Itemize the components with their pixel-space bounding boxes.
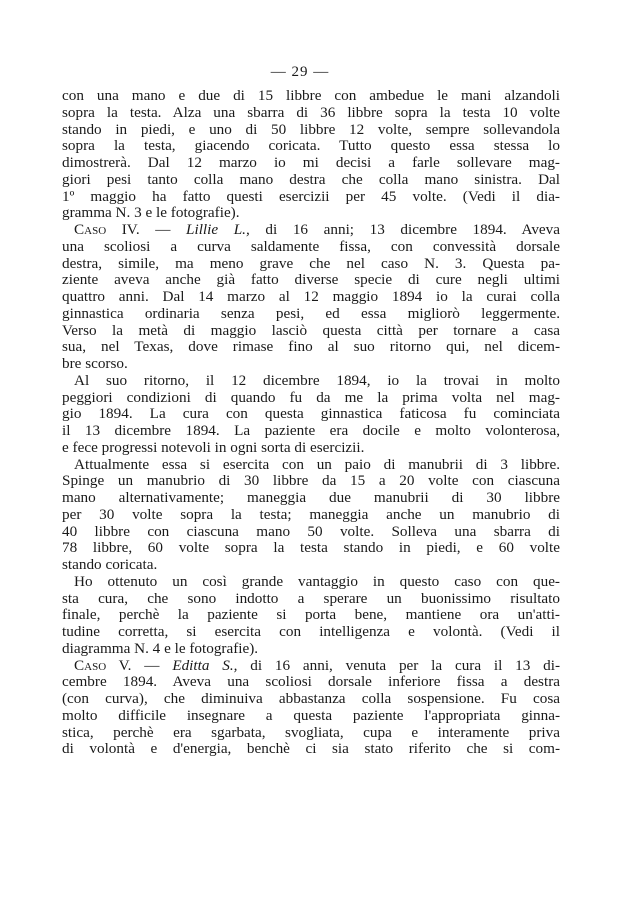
text-line: Ho ottenuto un così grande vantaggio in questo caso con que- [74, 572, 560, 590]
page-number: — 29 — [270, 64, 330, 80]
case-heading-v [62, 658, 560, 675]
text-line: ziente aveva anche già fatto diverse specie di cure negli ultimi [62, 271, 560, 289]
text-line: sta cura, che sono indotto a sperare un buonissimo risultato [62, 589, 560, 607]
case-label: Caso IV. — [74, 221, 171, 238]
case-label: Caso V. — [74, 656, 160, 674]
text-line: stando coricata. [62, 556, 158, 573]
text-line: dimostrerà. Dal 12 marzo io mi decisi a farle sollevare mag- [62, 154, 560, 171]
patient-name: Editta S., [172, 656, 238, 674]
body-text [62, 88, 560, 758]
text-line: molto difficile insegnare a questa paziente l'appropriata ginna- [62, 706, 560, 724]
text-line: cembre 1894. Aveva una scoliosi dorsale inferiore fissa a destra [62, 673, 560, 691]
text-line: mano alternativamente; maneggia due manubrii di 30 libbre [62, 489, 560, 506]
text-line: quattro anni. Dal 14 marzo al 12 maggio 1894 io la curai colla [62, 288, 560, 305]
text-line: peggiori condizioni di quando fu da me la prima volta nel mag- [62, 388, 560, 406]
text-line: gramma N. 3 e le fotografie). [62, 204, 240, 222]
text-line: il 13 dicembre 1894. La paziente era docile e molto volonterosa, [62, 422, 560, 439]
text-line: bre scorso. [62, 355, 128, 372]
text-line: gio 1894. La cura con questa ginnastica faticosa fu cominciata [62, 405, 560, 423]
text-line: sopra la testa, giacendo coricata. Tutto questo essa stessa lo [62, 137, 560, 155]
case-text: di 16 anni, venuta per la cura il 13 di- [250, 656, 561, 674]
text-line: Spinge un manubrio di 30 libbre da 15 a 20 volte con ciascuna [62, 472, 560, 490]
case-heading-iv [62, 222, 560, 239]
text-line: 1º maggio ha fatto questi esercizii per 45 volte. (Vedi il dia- [62, 187, 560, 205]
text-line: tudine corretta, si esercita con intelligenza e volontà. (Vedi il [62, 623, 560, 640]
text-line: Verso la metà di maggio lasciò questa città per tornare a casa [62, 321, 560, 339]
text-line: diagramma N. 4 e le fotografie). [62, 639, 259, 657]
text-line: stando in piedi, e uno di 50 libbre 12 volte, sempre sollevandola [62, 120, 560, 138]
text-line: Al suo ritorno, il 12 dicembre 1894, io la trovai in molto [74, 371, 560, 389]
text-line: e fece progressi notevoli in ogni sorta di esercizii. [62, 438, 365, 456]
patient-name: Lillie L., [186, 221, 250, 238]
text-line: finale, perchè la paziente si porta bene, mantiene ora un'atti- [62, 606, 560, 624]
text-line: ginnastica ordinaria senza pesi, ed essa migliorò leggermente. [62, 304, 560, 322]
text-line: con una mano e due di 15 libbre con ambedue le mani alzandoli [62, 87, 560, 104]
text-line: sopra la testa. Alza una sbarra di 36 libbre sopra la testa 10 volte [62, 103, 560, 121]
text-line: di volontà e d'energia, benchè ci sia stato riferito che si com- [62, 740, 560, 758]
text-line: una scoliosi a curva saldamente fissa, con convessità dorsale [62, 237, 560, 255]
text-line: per 30 volte sopra la testa; maneggia anche un manubrio di [62, 505, 560, 523]
text-line: Attualmente essa si esercita con un paio di manubrii di 3 libbre. [74, 455, 560, 473]
case-text: di 16 anni; 13 dicembre 1894. Aveva [265, 221, 561, 238]
text-line: giori pesi tanto colla mano destra che colla mano sinistra. Dal [62, 170, 560, 188]
text-line: 40 libbre con ciascuna mano 50 volte. Solleva una sbarra di [62, 522, 560, 540]
text-line: destra, simile, ma meno grave che nel caso N. 3. Questa pa- [62, 254, 560, 272]
text-line: 78 libbre, 60 volte sopra la testa stando in piedi, e 60 volte [62, 539, 560, 557]
text-line: sua, nel Texas, dove rimase fino al suo ritorno qui, nel dicem- [62, 338, 560, 356]
text-line: stica, perchè era sgarbata, svogliata, cupa e interamente priva [62, 723, 560, 741]
text-line: (con curva), che diminuiva abbastanza colla sospensione. Fu cosa [62, 690, 560, 707]
